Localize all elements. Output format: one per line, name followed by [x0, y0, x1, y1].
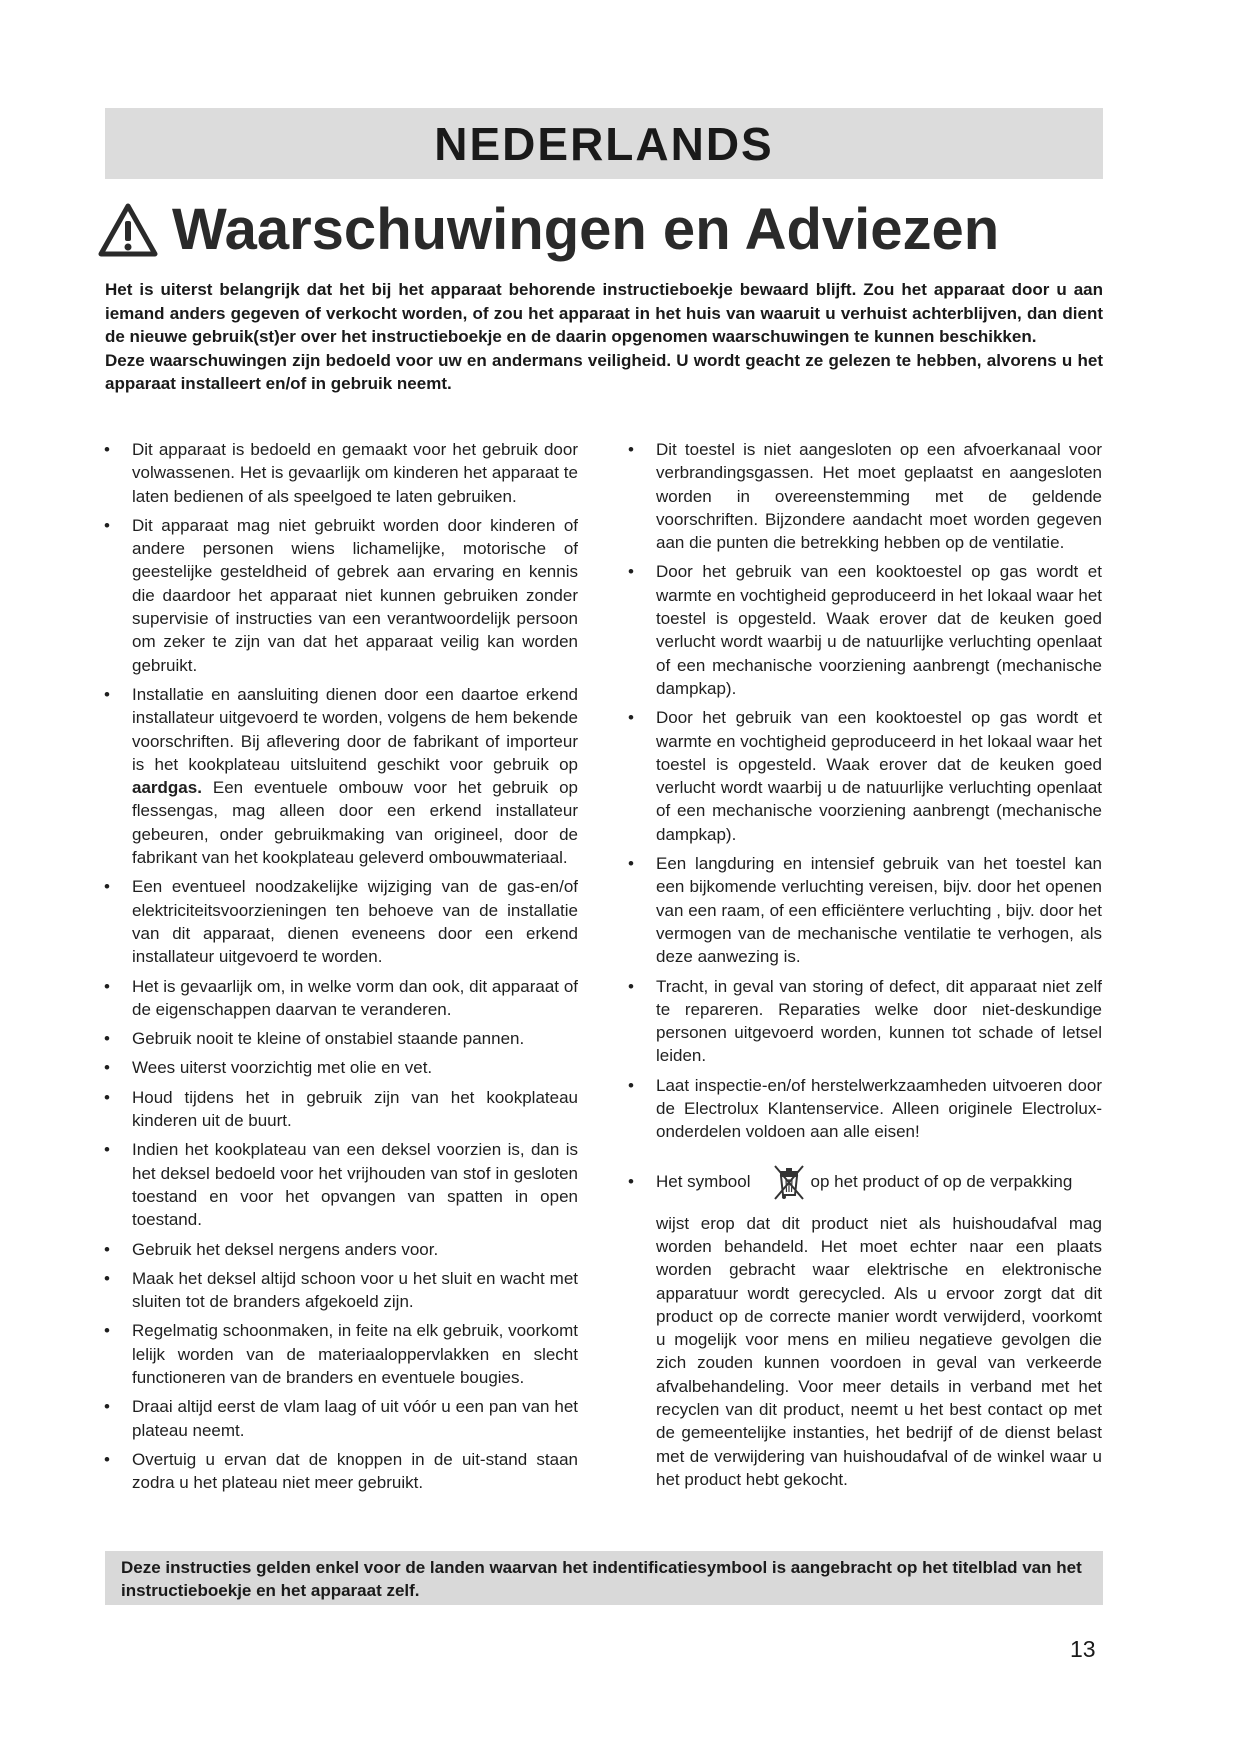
list-item — [104, 1267, 578, 1314]
list-item-text: Gebruik het deksel nergens anders voor. — [132, 1239, 439, 1259]
bullet: • — [104, 1321, 110, 1341]
crossed-out-wheelie-bin-icon — [772, 1162, 806, 1202]
language-title: NEDERLANDS — [434, 117, 774, 170]
bullet: • — [628, 854, 634, 874]
bullet: • — [104, 1058, 110, 1078]
list-item-text: Dit apparaat is bedoeld en gemaakt voor het gebruik door volwassenen. Het is gevaarlijk om kinderen het apparaat te laten bedienen of als speelgoed te laten gebruiken. — [132, 440, 578, 506]
list-item — [104, 1238, 578, 1261]
bullet: • — [104, 877, 110, 897]
list-item — [104, 1319, 578, 1389]
page-title: Waarschuwingen en Adviezen — [172, 197, 1000, 262]
bullet: • — [104, 1449, 110, 1469]
bullet: • — [628, 440, 634, 459]
list-item — [104, 514, 578, 677]
bullet: • — [104, 515, 110, 535]
list-item-text: Wees uiterst voorzichtig met olie en vet. — [132, 1058, 433, 1078]
page-number: 13 — [1070, 1636, 1096, 1662]
list-item-text: Het is gevaarlijk om, in welke vorm dan ook, dit apparaat of de eigenschappen daarvan te veranderen. — [132, 976, 578, 1019]
list-item-text: Overtuig u ervan dat de knoppen in de uit-stand staan zodra u het plateau niet meer gebruikt. — [132, 1449, 578, 1493]
left-column — [104, 438, 578, 1500]
bullet: • — [628, 1075, 634, 1095]
installation-gas-type: aardgas. — [132, 778, 202, 798]
list-item — [628, 852, 1102, 968]
list-item-text: Regelmatig schoonmaken, in feite na elk gebruik, voorkomt lelijk worden van de materiaaloppervlakken en slecht functioneren van de branders en eventuele bougies. — [132, 1321, 579, 1387]
installation-text-after: Een eventuele ombouw voor het gebruik op flessengas, mag alleen door een erkend installateur gebeuren, onder gebruikmaking van origineel, door de fabrikant van het kookplateau geleverd ombouwmateriaal. — [132, 778, 578, 868]
list-item-text: Dit toestel is niet aangesloten op een afvoerkanaal voor verbrandingsgassen. Het moet geplaatst en aangesloten worden in overeenstemming met de geldende voorschriften. Bijzondere aandacht moet worden gegeven aan die punten die betrekking hebben op de ventilatie. — [656, 440, 1102, 553]
list-item-weee — [628, 1162, 1102, 1492]
list-item — [628, 706, 1102, 846]
footer-note-bar — [105, 1551, 1103, 1605]
list-item-text — [132, 683, 578, 869]
bullet: • — [104, 440, 110, 459]
right-column — [628, 438, 1102, 1497]
list-item — [628, 438, 1102, 554]
list-item-text: Laat inspectie-en/of herstelwerkzaamheden uitvoeren door de Electrolux Klantenservice. Alleen originele Electrolux-onderdelen voldoen aan alle eisen! — [656, 1075, 1102, 1142]
weee-body-text: wijst erop dat dit product niet als huishoudafval mag worden behandeld. Het moet echter naar een plaats worden gebracht waar elektrische en elektronische apparatuur wordt gerecycled. Als u ervoor zorgt dat dit product op de correcte manier wordt verwijderd, voorkomt u mogelijk voor mens en milieu negatieve gevolgen die zich zouden kunnen voordoen in geval van verkeerde afvalbehandeling. Voor meer details in verband met het recyclen van dit product, neemt u het best contact op met de gemeentelijke instanties, het bedrijf of de dienst belast met de verwijdering van huishoudafval of de winkel waar u het product hebt gekocht. — [656, 1213, 1102, 1489]
list-item — [628, 975, 1102, 1068]
installation-text-before: Installatie en aansluiting dienen door een daartoe erkend installateur uitgevoerd te worden, volgens de hem bekende voorschriften. Bij aflevering door de fabrikant of importeur is het kookplateau uitsluitend geschikt voor gebruik op — [132, 684, 578, 774]
list-item — [104, 1138, 578, 1231]
bullet: • — [104, 1087, 110, 1107]
list-item-text: Draai altijd eerst de vlam laag of uit vóór u een pan van het plateau neemt. — [132, 1397, 578, 1440]
page-heading — [98, 196, 999, 263]
list-item — [104, 438, 578, 508]
bullet: • — [104, 684, 110, 704]
footer-note: Deze instructies gelden enkel voor de landen waarvan het indentificatiesymbool is aangebracht op het titelblad van het instructieboekje en het apparaat zelf. — [121, 1558, 1082, 1600]
weee-lead-text: Het symbool — [656, 1171, 751, 1191]
list-item — [104, 875, 578, 968]
list-item — [628, 560, 1102, 700]
list-item — [104, 1395, 578, 1442]
list-item-text: Houd tijdens het in gebruik zijn van het kookplateau kinderen uit de buurt. — [132, 1087, 578, 1131]
bullet: • — [628, 562, 634, 582]
list-item-installation — [104, 683, 578, 869]
bullet: • — [628, 976, 634, 996]
bullet: • — [628, 708, 634, 728]
list-item-text: Door het gebruik van een kooktoestel op gas wordt et warmte en vochtigheid geproduceerd in het lokaal waar het toestel is opgesteld. Waak erover dat de keuken goed verlucht wordt waarbij u de natuurlijke verluchting openlaat of een mechanische voorziening aanbrengt (mechanische dampkap). — [656, 562, 1102, 698]
list-item — [628, 1074, 1102, 1144]
intro-paragraph-1: Het is uiterst belangrijk dat het bij het apparaat behorende instructieboekje bewaard blijft. Zou het apparaat door u aan iemand anders gegeven of verkocht worden, of zou het apparaat in het huis van waaruit u verhuist achterblijven, dan dient de nieuwe gebruik(st)er over het instructieboekje en de daarin opgenomen waarschuwingen te kunnen beschikken. — [105, 280, 1103, 346]
weee-symbol-line — [656, 1162, 1102, 1202]
list-item — [104, 975, 578, 1022]
list-item-text: Dit apparaat mag niet gebruikt worden door kinderen of andere personen wiens lichamelijke, motorische of geestelijke gesteldheid of gebrek aan ervaring en kennis die daardoor het apparaat niet kunnen gebruiken zonder supervisie of instructies van een verantwoordelijk persoon om zeker te zijn van dat het apparaat veilig kan worden gebruikt. — [132, 515, 578, 675]
list-item-text: Een langduring en intensief gebruik van het toestel kan een bijkomende verluchting vereisen, bijv. door het openen van een raam, of een efficiëntere verluchting , bijv. door het vermogen van de mechanische ventilatie te verhogen, als deze aanwezing is. — [656, 854, 1102, 967]
intro-section — [105, 278, 1103, 396]
weee-mid-text: op het product of op de verpakking — [810, 1171, 1073, 1191]
list-item-text: Tracht, in geval van storing of defect, dit apparaat niet zelf te repareren. Reparaties welke door niet-deskundige personen uitgevoerd worden, kunnen tot schade of letsel leiden. — [656, 976, 1102, 1066]
list-item — [104, 1448, 578, 1495]
bullet: • — [104, 1268, 110, 1288]
list-item — [104, 1056, 578, 1079]
warning-triangle-icon — [98, 203, 158, 257]
language-header-bar — [105, 108, 1103, 179]
list-item — [104, 1027, 578, 1050]
list-item-text: Maak het deksel altijd schoon voor u het sluit en wacht met sluiten tot de branders afgekoeld zijn. — [132, 1268, 578, 1312]
list-item-text: Een eventueel noodzakelijke wijziging van de gas-en/of elektriciteitsvoorzieningen ten behoeve van de installatie van dit apparaat, dienen eveneens door een erkend installateur uitgevoerd te worden. — [132, 877, 578, 967]
list-item-text: Indien het kookplateau van een deksel voorzien is, dan is het deksel bedoeld voor het vrijhouden van stof in gesloten toestand en voor het opvangen van spatten in open toestand. — [132, 1140, 578, 1230]
bullet: • — [104, 1029, 110, 1049]
bullet: • — [628, 1171, 634, 1191]
list-item — [104, 1086, 578, 1133]
bullet: • — [104, 1397, 110, 1417]
list-item-text: Gebruik nooit te kleine of onstabiel staande pannen. — [132, 1029, 525, 1049]
bullet: • — [104, 976, 110, 996]
bullet: • — [104, 1140, 110, 1160]
list-item-text: Door het gebruik van een kooktoestel op gas wordt et warmte en vochtigheid geproduceerd in het lokaal waar het toestel is opgesteld. Waak erover dat de keuken goed verlucht wordt waarbij u de natuurlijke verluchting openlaat of een mechanische voorziening aanbrengt (mechanische dampkap). — [656, 708, 1102, 844]
bullet: • — [104, 1239, 110, 1259]
intro-paragraph-2: Deze waarschuwingen zijn bedoeld voor uw en andermans veiligheid. U wordt geacht ze gelezen te hebben, alvorens u het apparaat installeert en/of in gebruik neemt. — [105, 350, 1103, 393]
